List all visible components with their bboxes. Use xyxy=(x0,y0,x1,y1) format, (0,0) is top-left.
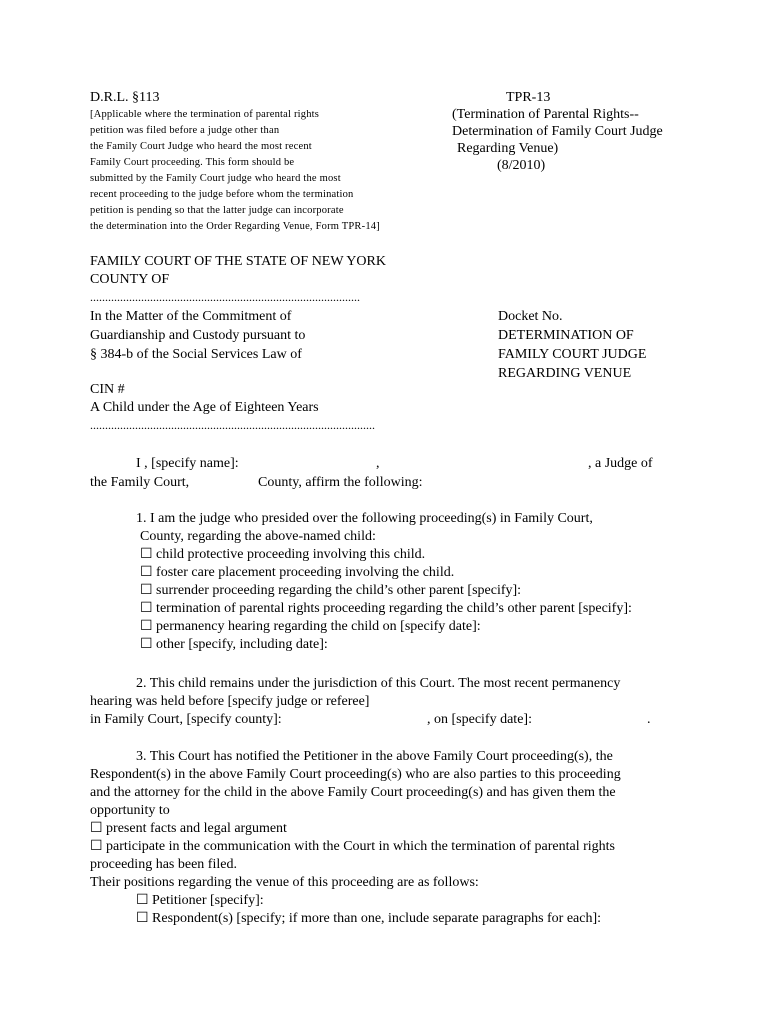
checkbox-respondent[interactable]: ☐ Respondent(s) [specify; if more than one, include separate paragraphs for each]: xyxy=(136,911,602,926)
paragraph-3-line: Their positions regarding the venue of this proceeding are as follows: xyxy=(90,875,479,890)
statute-code: D.R.L. §113 xyxy=(90,90,160,105)
court-name: FAMILY COURT OF THE STATE OF NEW YORK xyxy=(90,254,386,269)
checkbox-option[interactable]: ☐ present facts and legal argument xyxy=(90,821,287,836)
paragraph-2-period: . xyxy=(647,712,651,727)
applicability-note xyxy=(90,107,380,235)
title-line: FAMILY COURT JUDGE xyxy=(498,347,647,362)
checkbox-option[interactable]: ☐ participate in the communication with the Court in which the termination of parental rights xyxy=(90,839,615,854)
checkbox-option[interactable]: ☐ other [specify, including date]: xyxy=(140,637,328,652)
paragraph-3-line: proceeding has been filed. xyxy=(90,857,237,872)
dotted-separator: .......................................................................................... xyxy=(90,290,360,304)
note-line: recent proceeding to the judge before whom the termination xyxy=(90,189,354,200)
paragraph-3-body xyxy=(90,766,621,892)
form-desc-line: (Termination of Parental Rights-- xyxy=(452,107,639,122)
matter-caption xyxy=(90,308,305,365)
paragraph-3-line: Respondent(s) in the above Family Court proceeding(s) who are also parties to this proceeding xyxy=(90,767,621,782)
county-line: COUNTY OF xyxy=(90,272,170,287)
checkbox-petitioner[interactable]: ☐ Petitioner [specify]: xyxy=(136,893,264,908)
note-line: petition was filed before a judge other than xyxy=(90,125,280,136)
form-desc-line: Determination of Family Court Judge xyxy=(452,124,663,139)
note-line: Family Court proceeding. This form should be xyxy=(90,157,295,168)
form-code: TPR-13 xyxy=(506,90,551,105)
paragraph-3-line: opportunity to xyxy=(90,803,170,818)
matter-line: Guardianship and Custody pursuant to xyxy=(90,328,306,343)
note-line: the Family Court Judge who heard the most recent xyxy=(90,141,312,152)
paragraph-3-line: and the attorney for the child in the above Family Court proceeding(s) and has given them the xyxy=(90,785,616,800)
matter-line: § 384-b of the Social Services Law of xyxy=(90,347,302,362)
note-line: submitted by the Family Court judge who heard the most xyxy=(90,173,341,184)
note-line: petition is pending so that the latter judge can incorporate xyxy=(90,205,344,216)
child-description: A Child under the Age of Eighteen Years xyxy=(90,400,319,415)
form-date: (8/2010) xyxy=(497,158,546,173)
intro-judge-of: , a Judge of xyxy=(588,456,653,471)
paragraph-1-options xyxy=(140,528,632,654)
form-description xyxy=(452,106,692,174)
intro-comma: , xyxy=(376,456,380,471)
intro-family-court: the Family Court, xyxy=(90,475,190,490)
paragraph-1-intro: 1. I am the judge who presided over the following proceeding(s) in Family Court, xyxy=(136,511,593,526)
checkbox-option[interactable]: ☐ child protective proceeding involving this child. xyxy=(140,547,426,562)
paragraph-3-line1: 3. This Court has notified the Petitioner in the above Family Court proceeding(s), the xyxy=(136,749,613,764)
matter-line: In the Matter of the Commitment of xyxy=(90,309,292,324)
note-line: the determination into the Order Regarding Venue, Form TPR-14] xyxy=(90,221,380,232)
checkbox-option[interactable]: ☐ surrender proceeding regarding the child’s other parent [specify]: xyxy=(140,583,522,598)
title-line: REGARDING VENUE xyxy=(498,366,632,381)
paragraph-2-line2: hearing was held before [specify judge or referee] xyxy=(90,694,370,709)
docket-label: Docket No. xyxy=(498,309,563,324)
note-line: [Applicable where the termination of parental rights xyxy=(90,109,320,120)
title-line: DETERMINATION OF xyxy=(498,328,634,343)
checkbox-option[interactable]: ☐ foster care placement proceeding involving the child. xyxy=(140,565,455,580)
paragraph-2-county: in Family Court, [specify county]: xyxy=(90,712,282,727)
positions-list xyxy=(136,892,601,928)
paragraph-2-date: , on [specify date]: xyxy=(427,712,532,727)
document-title xyxy=(498,327,646,384)
checkbox-option[interactable]: ☐ termination of parental rights proceeding regarding the child’s other parent [specify]: xyxy=(140,601,632,616)
cin-label: CIN # xyxy=(90,382,125,397)
checkbox-option[interactable]: ☐ permanency hearing regarding the child on [specify date]: xyxy=(140,619,481,634)
paragraph-1-line: County, regarding the above-named child: xyxy=(140,529,376,544)
paragraph-2-line1: 2. This child remains under the jurisdiction of this Court. The most recent permanency xyxy=(136,676,621,691)
form-desc-line: Regarding Venue) xyxy=(457,141,559,156)
intro-county-affirm: County, affirm the following: xyxy=(258,475,423,490)
intro-judge-name: I , [specify name]: xyxy=(136,456,239,471)
dotted-separator-2: ............................................................................................... xyxy=(90,418,375,432)
